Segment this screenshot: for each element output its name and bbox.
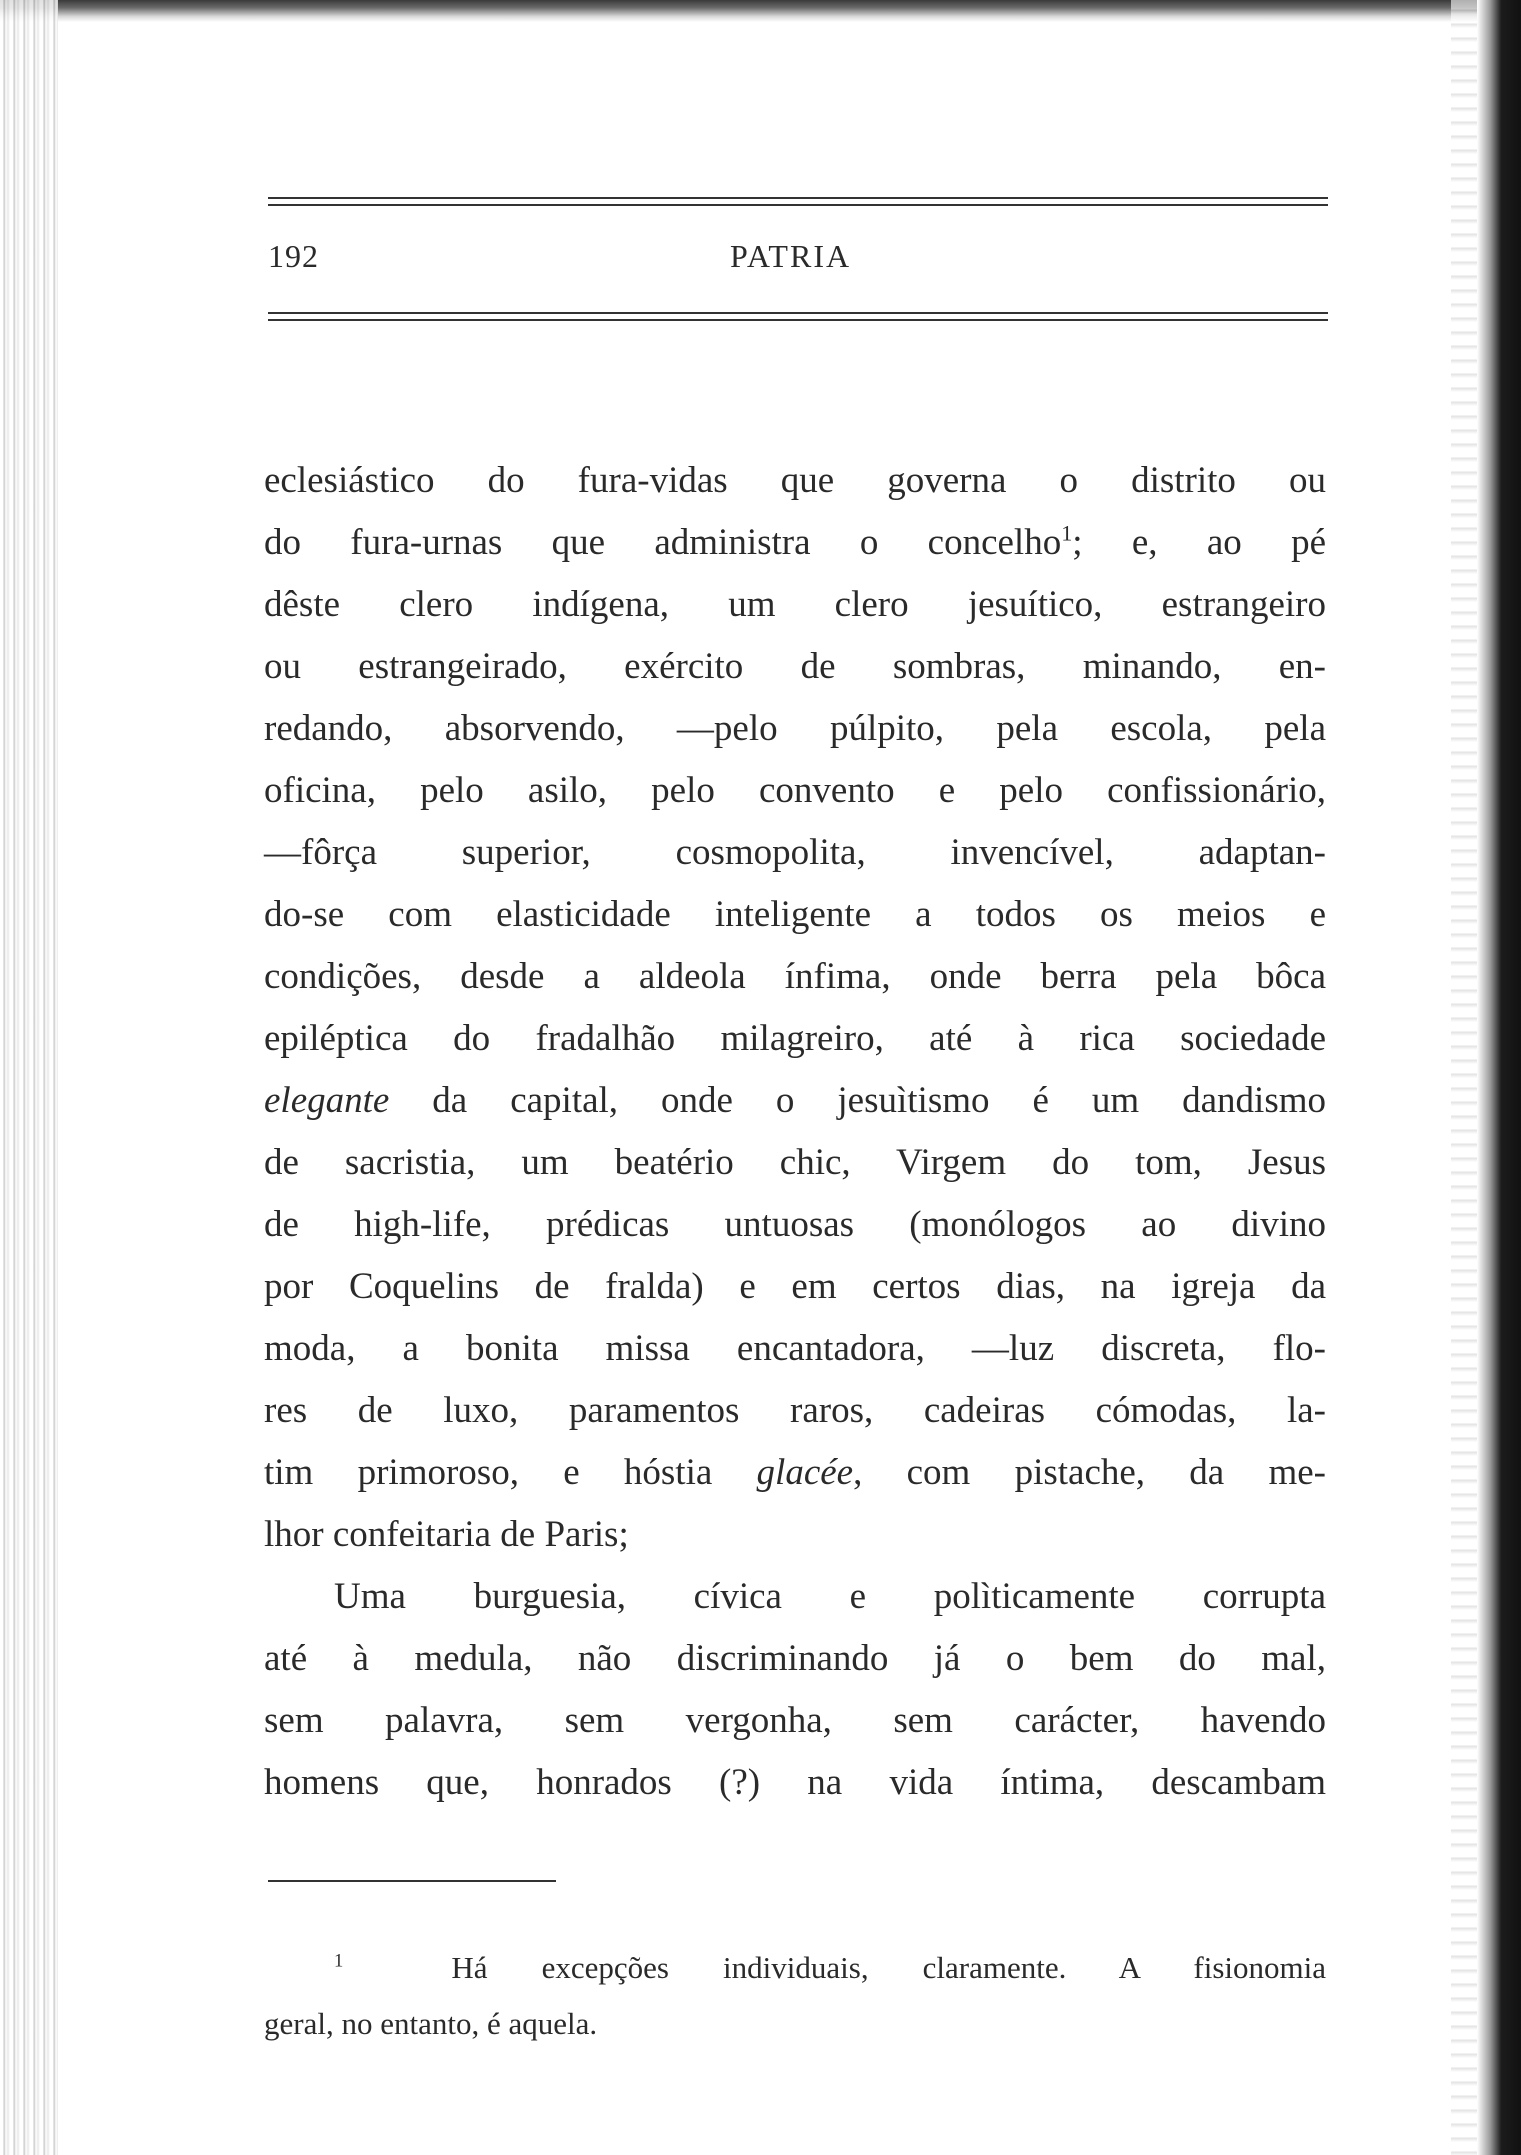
footnote-line (334, 1948, 1326, 1988)
body-text: da capital, onde o jesuìtismo é um dandismo (389, 1080, 1326, 1121)
body-line: do-se com elasticidade inteligente a todos os meios e (264, 894, 1326, 935)
body-line: homens que, honrados (?) na vida íntima, descambam (264, 1762, 1326, 1803)
italic-word: glacée (756, 1452, 854, 1493)
body-line: condições, desde a aldeola ínfima, onde berra pela bôca (264, 956, 1326, 997)
body-text: do fura-urnas que administra o concelho (264, 522, 1062, 563)
body-line: redando, absorvendo, —pelo púlpito, pela escola, pela (264, 708, 1326, 749)
scan-right-shadow (1451, 0, 1477, 2155)
body-line (264, 521, 1326, 565)
body-line: dêste clero indígena, um clero jesuítico, estrangeiro (264, 584, 1326, 625)
body-line: oficina, pelo asilo, pelo convento e pelo confissionário, (264, 770, 1326, 811)
body-line: epiléptica do fradalhão milagreiro, até à rica sociedade (264, 1018, 1326, 1059)
body-line: ou estrangeirado, exército de sombras, minando, en- (264, 646, 1326, 687)
italic-word: elegante (264, 1080, 390, 1121)
footnote-marker: 1 (334, 1950, 344, 1972)
body-line: res de luxo, paramentos raros, cadeiras cómodas, la- (264, 1390, 1326, 1431)
body-line (264, 1079, 1326, 1123)
body-line: eclesiástico do fura-vidas que governa o distrito ou (264, 460, 1326, 501)
footnote-line: geral, no entanto, é aquela. (264, 2006, 598, 2041)
body-text: ; e, ao pé (1072, 522, 1327, 563)
body-line: por Coquelins de fralda) e em certos dias, na igreja da (264, 1266, 1326, 1307)
body-line: moda, a bonita missa encantadora, —luz discreta, flo- (264, 1328, 1326, 1369)
paragraph-first-line: Uma burguesia, cívica e polìticamente corrupta (334, 1576, 1326, 1617)
scan-left-edge (0, 0, 58, 2155)
footnote-reference: 1 (1061, 520, 1073, 546)
footnote-text: Há excepções individuais, claramente. A fisionomia (451, 1950, 1327, 1985)
body-line: de high-life, prédicas untuosas (monólogos ao divino (264, 1204, 1326, 1245)
body-line: sem palavra, sem vergonha, sem carácter, havendo (264, 1700, 1326, 1741)
body-text: tim primoroso, e hóstia (264, 1452, 757, 1493)
body-line: de sacristia, um beatério chic, Virgem do tom, Jesus (264, 1142, 1326, 1183)
running-head: PATRIA (730, 238, 852, 274)
scan-top-edge (0, 0, 1521, 22)
header-top-rule (268, 197, 1328, 206)
body-line: até à medula, não discriminando já o bem do mal, (264, 1638, 1326, 1679)
scan-right-edge (1477, 0, 1521, 2155)
body-text: , com pistache, da me- (853, 1452, 1327, 1493)
body-line: —fôrça superior, cosmopolita, invencível, adaptan- (264, 832, 1326, 873)
body-line: lhor confeitaria de Paris; (264, 1514, 629, 1555)
page-number: 192 (268, 238, 319, 274)
footnote-separator (268, 1880, 556, 1882)
body-line (264, 1451, 1326, 1495)
header-bottom-rule (268, 312, 1328, 321)
